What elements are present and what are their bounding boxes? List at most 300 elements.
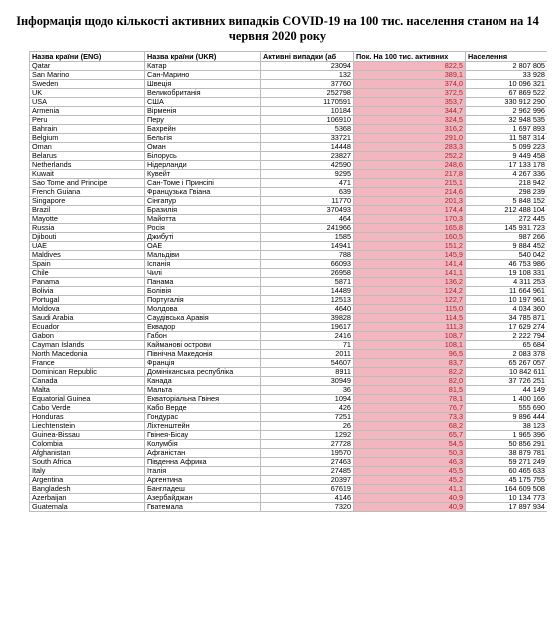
cell-country-ukr: Ліхтенштейн: [145, 422, 261, 431]
column-header-country-ukr: Назва країни (UKR): [145, 52, 261, 62]
cell-country-ukr: Аргентина: [145, 476, 261, 485]
cell-country-ukr: Кабо Верде: [145, 404, 261, 413]
cell-per-100k: 54,5: [354, 440, 466, 449]
title-line-2: червня 2020 року: [228, 29, 327, 43]
cell-country-eng: South Africa: [30, 458, 145, 467]
cell-country-eng: Colombia: [30, 440, 145, 449]
cell-country-ukr: Сан-Томе і Принсіпі: [145, 179, 261, 188]
cell-active-cases: 4640: [261, 305, 354, 314]
table-row: [30, 98, 548, 107]
table-row: [30, 224, 548, 233]
cell-population: 145 931 723: [466, 224, 548, 233]
cell-per-100k: 165,8: [354, 224, 466, 233]
cell-population: 67 869 522: [466, 89, 548, 98]
cell-population: 10 096 321: [466, 80, 548, 89]
cell-active-cases: 14941: [261, 242, 354, 251]
table-row: [30, 242, 548, 251]
cell-country-eng: Maldives: [30, 251, 145, 260]
table-row: [30, 503, 548, 512]
table-row: [30, 188, 548, 197]
cell-per-100k: 40,9: [354, 494, 466, 503]
cell-per-100k: 82,2: [354, 368, 466, 377]
cell-country-eng: Russia: [30, 224, 145, 233]
cell-active-cases: 2416: [261, 332, 354, 341]
cell-active-cases: 66093: [261, 260, 354, 269]
cell-population: 17 897 934: [466, 503, 548, 512]
cell-active-cases: 39828: [261, 314, 354, 323]
cell-population: 10 134 773: [466, 494, 548, 503]
cell-population: 2 222 794: [466, 332, 548, 341]
cell-country-ukr: Джибуті: [145, 233, 261, 242]
cell-per-100k: 372,5: [354, 89, 466, 98]
cell-population: 1 965 396: [466, 431, 548, 440]
cell-active-cases: 36: [261, 386, 354, 395]
cell-country-ukr: Бельгія: [145, 134, 261, 143]
cell-country-eng: North Macedonia: [30, 350, 145, 359]
cell-per-100k: 122,7: [354, 296, 466, 305]
cell-per-100k: 201,3: [354, 197, 466, 206]
cell-active-cases: 1170591: [261, 98, 354, 107]
cell-per-100k: 344,7: [354, 107, 466, 116]
table-row: [30, 377, 548, 386]
cell-country-eng: Bahrain: [30, 125, 145, 134]
cell-country-ukr: Канада: [145, 377, 261, 386]
cell-population: 45 175 755: [466, 476, 548, 485]
cell-country-ukr: Гондурас: [145, 413, 261, 422]
cell-population: 9 884 452: [466, 242, 548, 251]
table-row: [30, 386, 548, 395]
table-row: [30, 332, 548, 341]
cell-active-cases: 23827: [261, 152, 354, 161]
cell-population: 38 123: [466, 422, 548, 431]
cell-per-100k: 65,7: [354, 431, 466, 440]
cell-per-100k: 170,3: [354, 215, 466, 224]
cell-per-100k: 160,5: [354, 233, 466, 242]
cell-country-eng: Gabon: [30, 332, 145, 341]
cell-population: 5 099 223: [466, 143, 548, 152]
cell-country-ukr: Бахрейн: [145, 125, 261, 134]
cell-per-100k: 78,1: [354, 395, 466, 404]
cell-population: 4 267 336: [466, 170, 548, 179]
cell-per-100k: 40,9: [354, 503, 466, 512]
table-row: [30, 467, 548, 476]
cell-population: 2 962 996: [466, 107, 548, 116]
cell-population: 9 449 458: [466, 152, 548, 161]
cell-country-ukr: Колумбія: [145, 440, 261, 449]
cell-active-cases: 5368: [261, 125, 354, 134]
table-row: [30, 296, 548, 305]
cell-per-100k: 41,1: [354, 485, 466, 494]
cell-country-eng: Argentina: [30, 476, 145, 485]
cell-country-ukr: Еквадор: [145, 323, 261, 332]
column-header-population: Населення: [466, 52, 548, 62]
cell-country-ukr: Бразилія: [145, 206, 261, 215]
cell-active-cases: 9295: [261, 170, 354, 179]
cell-country-eng: Honduras: [30, 413, 145, 422]
cell-population: 46 753 986: [466, 260, 548, 269]
table-row: [30, 368, 548, 377]
cell-population: 10 197 961: [466, 296, 548, 305]
cell-active-cases: 27463: [261, 458, 354, 467]
cell-population: 37 726 251: [466, 377, 548, 386]
cell-per-100k: 108,7: [354, 332, 466, 341]
cell-country-eng: Portugal: [30, 296, 145, 305]
cell-country-eng: Panama: [30, 278, 145, 287]
cell-per-100k: 291,0: [354, 134, 466, 143]
cell-country-ukr: Молдова: [145, 305, 261, 314]
cell-active-cases: 8911: [261, 368, 354, 377]
cell-country-ukr: Мальта: [145, 386, 261, 395]
cell-population: 59 271 249: [466, 458, 548, 467]
cell-active-cases: 1585: [261, 233, 354, 242]
cell-population: 9 896 444: [466, 413, 548, 422]
cell-per-100k: 316,2: [354, 125, 466, 134]
cell-country-eng: UAE: [30, 242, 145, 251]
cell-population: 33 928: [466, 71, 548, 80]
cell-active-cases: 426: [261, 404, 354, 413]
cell-country-ukr: Чилі: [145, 269, 261, 278]
cell-population: 11 587 314: [466, 134, 548, 143]
table-row: [30, 134, 548, 143]
cell-country-eng: Moldova: [30, 305, 145, 314]
cell-per-100k: 215,1: [354, 179, 466, 188]
cell-country-ukr: Гватемала: [145, 503, 261, 512]
cell-population: 540 042: [466, 251, 548, 260]
table-header-row: [30, 52, 548, 62]
table-row: [30, 395, 548, 404]
cell-population: 10 842 611: [466, 368, 548, 377]
cell-country-eng: Kuwait: [30, 170, 145, 179]
cell-population: 17 629 274: [466, 323, 548, 332]
cell-per-100k: 45,5: [354, 467, 466, 476]
cell-population: 60 465 633: [466, 467, 548, 476]
cell-population: 4 311 253: [466, 278, 548, 287]
table-row: [30, 80, 548, 89]
cell-country-ukr: Нідерланди: [145, 161, 261, 170]
table-row: [30, 350, 548, 359]
cell-per-100k: 141,4: [354, 260, 466, 269]
cell-per-100k: 108,1: [354, 341, 466, 350]
cell-active-cases: 4146: [261, 494, 354, 503]
cell-population: 1 697 893: [466, 125, 548, 134]
table-row: [30, 269, 548, 278]
cell-population: 2 083 378: [466, 350, 548, 359]
table-row: [30, 476, 548, 485]
cell-country-ukr: Мальдіви: [145, 251, 261, 260]
table-row: [30, 323, 548, 332]
table-row: [30, 206, 548, 215]
cell-per-100k: 111,3: [354, 323, 466, 332]
cell-country-ukr: Екваторіальна Гвінея: [145, 395, 261, 404]
cell-per-100k: 83,7: [354, 359, 466, 368]
cell-country-eng: Cabo Verde: [30, 404, 145, 413]
cell-country-ukr: Південна Африка: [145, 458, 261, 467]
cell-per-100k: 353,7: [354, 98, 466, 107]
cell-per-100k: 46,3: [354, 458, 466, 467]
cell-population: 555 690: [466, 404, 548, 413]
cell-active-cases: 54607: [261, 359, 354, 368]
cell-per-100k: 45,2: [354, 476, 466, 485]
cell-per-100k: 174,4: [354, 206, 466, 215]
table-row: [30, 152, 548, 161]
cell-per-100k: 50,3: [354, 449, 466, 458]
cell-per-100k: 151,2: [354, 242, 466, 251]
cell-active-cases: 106910: [261, 116, 354, 125]
cell-country-eng: Liechtenstein: [30, 422, 145, 431]
cell-country-ukr: Італія: [145, 467, 261, 476]
cell-per-100k: 283,3: [354, 143, 466, 152]
table-row: [30, 485, 548, 494]
cell-per-100k: 136,2: [354, 278, 466, 287]
cell-per-100k: 248,6: [354, 161, 466, 170]
cell-country-eng: Oman: [30, 143, 145, 152]
cell-active-cases: 464: [261, 215, 354, 224]
cell-country-eng: Mayotte: [30, 215, 145, 224]
cell-country-ukr: Іспанія: [145, 260, 261, 269]
column-header-per-100k: Пок. На 100 тис. активних: [354, 52, 466, 62]
cell-per-100k: 822,5: [354, 62, 466, 71]
cell-per-100k: 214,6: [354, 188, 466, 197]
table-row: [30, 233, 548, 242]
cell-country-ukr: Майотта: [145, 215, 261, 224]
table-row: [30, 71, 548, 80]
cell-active-cases: 241966: [261, 224, 354, 233]
cell-active-cases: 788: [261, 251, 354, 260]
table-row: [30, 431, 548, 440]
table-row: [30, 107, 548, 116]
cell-country-eng: Afghanistan: [30, 449, 145, 458]
table-row: [30, 287, 548, 296]
cell-per-100k: 141,1: [354, 269, 466, 278]
cell-active-cases: 14489: [261, 287, 354, 296]
cell-population: 50 856 291: [466, 440, 548, 449]
cell-population: 272 445: [466, 215, 548, 224]
cell-country-ukr: Португалія: [145, 296, 261, 305]
table-row: [30, 125, 548, 134]
cell-population: 11 664 961: [466, 287, 548, 296]
column-header-active-cases: Активні випадки (аб: [261, 52, 354, 62]
cell-country-ukr: Болівія: [145, 287, 261, 296]
cell-active-cases: 471: [261, 179, 354, 188]
cell-active-cases: 2011: [261, 350, 354, 359]
cell-active-cases: 7251: [261, 413, 354, 422]
table-row: [30, 116, 548, 125]
cell-per-100k: 114,5: [354, 314, 466, 323]
cell-population: 330 912 290: [466, 98, 548, 107]
cell-per-100k: 82,0: [354, 377, 466, 386]
cell-population: 19 108 331: [466, 269, 548, 278]
cell-per-100k: 73,3: [354, 413, 466, 422]
cell-country-eng: Singapore: [30, 197, 145, 206]
cell-population: 2 807 805: [466, 62, 548, 71]
cell-per-100k: 115,0: [354, 305, 466, 314]
table-row: [30, 197, 548, 206]
cell-country-eng: San Marino: [30, 71, 145, 80]
cell-country-eng: Dominican Republic: [30, 368, 145, 377]
cell-country-ukr: Панама: [145, 278, 261, 287]
cell-active-cases: 42590: [261, 161, 354, 170]
cell-active-cases: 27485: [261, 467, 354, 476]
table-row: [30, 440, 548, 449]
cell-population: 17 133 178: [466, 161, 548, 170]
cell-active-cases: 7320: [261, 503, 354, 512]
cell-active-cases: 33721: [261, 134, 354, 143]
cell-country-eng: Qatar: [30, 62, 145, 71]
table-row: [30, 404, 548, 413]
table-row: [30, 215, 548, 224]
cell-per-100k: 324,5: [354, 116, 466, 125]
cell-country-ukr: Оман: [145, 143, 261, 152]
document-title: [10, 14, 545, 44]
table-row: [30, 143, 548, 152]
cell-country-ukr: Саудівська Аравія: [145, 314, 261, 323]
cell-country-eng: Djibouti: [30, 233, 145, 242]
table-row: [30, 458, 548, 467]
cell-country-eng: Canada: [30, 377, 145, 386]
cell-country-eng: Saudi Arabia: [30, 314, 145, 323]
cell-population: 164 609 508: [466, 485, 548, 494]
cell-active-cases: 12513: [261, 296, 354, 305]
cell-country-ukr: Сінгапур: [145, 197, 261, 206]
cell-active-cases: 639: [261, 188, 354, 197]
cell-population: 218 942: [466, 179, 548, 188]
table-row: [30, 260, 548, 269]
cell-country-ukr: США: [145, 98, 261, 107]
column-header-country-eng: Назва країни (ENG): [30, 52, 145, 62]
cell-country-ukr: Білорусь: [145, 152, 261, 161]
cell-country-eng: Guatemala: [30, 503, 145, 512]
table-row: [30, 359, 548, 368]
cell-active-cases: 37760: [261, 80, 354, 89]
cell-active-cases: 67619: [261, 485, 354, 494]
cell-active-cases: 1094: [261, 395, 354, 404]
cell-country-eng: Equatorial Guinea: [30, 395, 145, 404]
cell-country-ukr: Бангладеш: [145, 485, 261, 494]
cell-country-eng: Belgium: [30, 134, 145, 143]
cell-country-eng: Ecuador: [30, 323, 145, 332]
cell-population: 38 879 781: [466, 449, 548, 458]
cell-population: 987 266: [466, 233, 548, 242]
table-row: [30, 89, 548, 98]
cell-population: 1 400 166: [466, 395, 548, 404]
cell-country-eng: Netherlands: [30, 161, 145, 170]
cell-per-100k: 68,2: [354, 422, 466, 431]
cell-per-100k: 374,0: [354, 80, 466, 89]
cell-country-eng: Bolivia: [30, 287, 145, 296]
cell-country-ukr: Франція: [145, 359, 261, 368]
cell-per-100k: 96,5: [354, 350, 466, 359]
cell-population: 32 948 535: [466, 116, 548, 125]
cell-country-ukr: ОАЕ: [145, 242, 261, 251]
cell-country-eng: Belarus: [30, 152, 145, 161]
cell-country-ukr: Гвінея-Бісау: [145, 431, 261, 440]
cell-country-eng: Guinea-Bissau: [30, 431, 145, 440]
cell-country-ukr: Афганістан: [145, 449, 261, 458]
table-body: [30, 62, 548, 512]
cell-population: 4 034 360: [466, 305, 548, 314]
cell-country-eng: Chile: [30, 269, 145, 278]
cell-active-cases: 71: [261, 341, 354, 350]
cell-population: 298 239: [466, 188, 548, 197]
table-row: [30, 278, 548, 287]
cell-per-100k: 252,2: [354, 152, 466, 161]
cell-per-100k: 145,9: [354, 251, 466, 260]
table-row: [30, 422, 548, 431]
cell-active-cases: 14448: [261, 143, 354, 152]
table-row: [30, 251, 548, 260]
cell-active-cases: 1292: [261, 431, 354, 440]
cell-active-cases: 252798: [261, 89, 354, 98]
cell-active-cases: 132: [261, 71, 354, 80]
cell-country-ukr: Великобританія: [145, 89, 261, 98]
cell-country-ukr: Швеція: [145, 80, 261, 89]
cell-population: 44 149: [466, 386, 548, 395]
cell-country-eng: Italy: [30, 467, 145, 476]
cell-active-cases: 19570: [261, 449, 354, 458]
cell-per-100k: 389,1: [354, 71, 466, 80]
cell-active-cases: 11770: [261, 197, 354, 206]
cell-per-100k: 124,2: [354, 287, 466, 296]
table-row: [30, 179, 548, 188]
cell-active-cases: 30949: [261, 377, 354, 386]
cell-active-cases: 27728: [261, 440, 354, 449]
cell-country-ukr: Перу: [145, 116, 261, 125]
cell-active-cases: 23094: [261, 62, 354, 71]
cell-active-cases: 370493: [261, 206, 354, 215]
cell-country-eng: French Guiana: [30, 188, 145, 197]
cell-country-ukr: Росія: [145, 224, 261, 233]
table-row: [30, 305, 548, 314]
title-line-1: Інформація щодо кількості активних випадків COVID-19 на 100 тис. населення станом на 14: [16, 14, 539, 28]
cell-per-100k: 81,5: [354, 386, 466, 395]
cell-population: 65 684: [466, 341, 548, 350]
table-row: [30, 494, 548, 503]
cell-country-eng: UK: [30, 89, 145, 98]
cell-country-eng: Armenia: [30, 107, 145, 116]
cell-country-ukr: Північна Македонія: [145, 350, 261, 359]
table-row: [30, 314, 548, 323]
cell-country-ukr: Вірменія: [145, 107, 261, 116]
cell-active-cases: 19617: [261, 323, 354, 332]
table-row: [30, 170, 548, 179]
cell-country-ukr: Габон: [145, 332, 261, 341]
cell-country-eng: Spain: [30, 260, 145, 269]
cell-country-eng: Brazil: [30, 206, 145, 215]
cell-country-ukr: Французька Гвіана: [145, 188, 261, 197]
covid-active-cases-table: [29, 51, 547, 512]
cell-population: 212 488 104: [466, 206, 548, 215]
cell-country-eng: USA: [30, 98, 145, 107]
cell-country-ukr: Кувейт: [145, 170, 261, 179]
cell-country-eng: France: [30, 359, 145, 368]
cell-population: 5 848 152: [466, 197, 548, 206]
cell-population: 65 267 057: [466, 359, 548, 368]
cell-active-cases: 26958: [261, 269, 354, 278]
cell-active-cases: 10184: [261, 107, 354, 116]
cell-country-ukr: Катар: [145, 62, 261, 71]
cell-country-ukr: Сан-Марино: [145, 71, 261, 80]
cell-active-cases: 5871: [261, 278, 354, 287]
table-row: [30, 341, 548, 350]
cell-country-eng: Cayman Islands: [30, 341, 145, 350]
cell-country-eng: Malta: [30, 386, 145, 395]
cell-country-eng: Peru: [30, 116, 145, 125]
cell-country-ukr: Азербайджан: [145, 494, 261, 503]
cell-active-cases: 26: [261, 422, 354, 431]
cell-country-ukr: Кайманові острови: [145, 341, 261, 350]
cell-country-ukr: Домініканська республіка: [145, 368, 261, 377]
cell-active-cases: 20397: [261, 476, 354, 485]
